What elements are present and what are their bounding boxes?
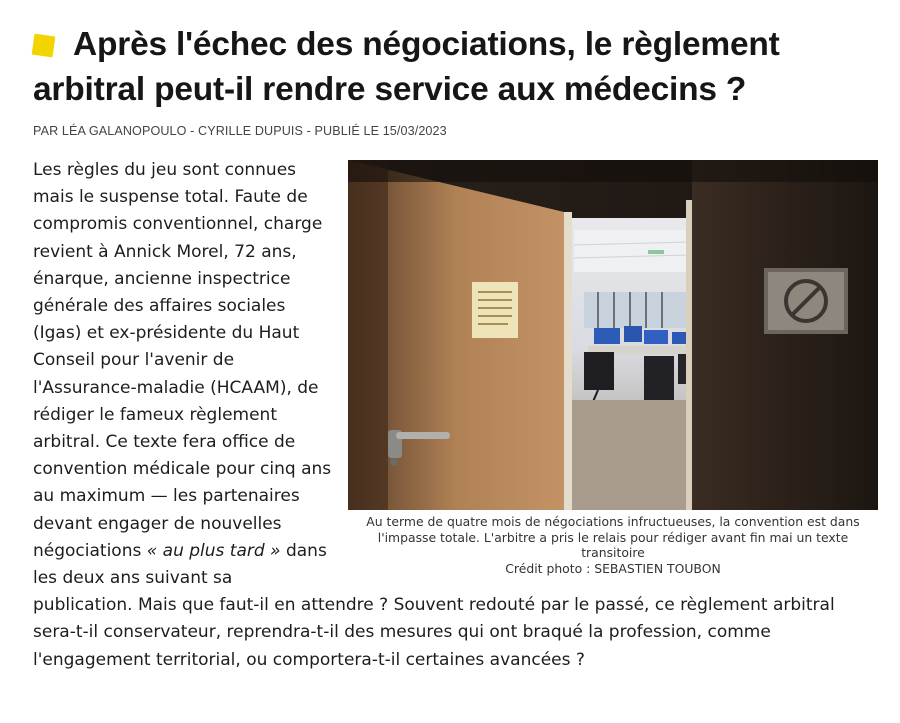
paragraph-text-before-quote: Les règles du jeu sont connues mais le suspense total. Faute de compromis conventionnel, charge revient à Annick Morel, 72 ans, énarque, ancienne inspectrice générale des affaires sociales (Igas) et ex-présidente du Haut Conseil pour l'avenir de l'Assurance-maladie (HCAAM), de rédiger le fameux règlement arbitral. Ce texte fera office de convention médicale pour cinq ans au maximum — les partenaires devant engager de nouvelles négociations	[33, 160, 332, 561]
inline-quote: « au plus tard »	[146, 540, 281, 561]
caption-text: Au terme de quatre mois de négociations infructueuses, la convention est dans l'impasse totale. L'arbitre a pris le relais pour rédiger avant fin mai un texte transitoire	[366, 514, 860, 560]
photo-credit: Crédit photo : SEBASTIEN TOUBON	[505, 560, 721, 576]
figure-caption	[348, 514, 878, 576]
article-body	[33, 157, 878, 674]
yellow-square-icon	[32, 34, 56, 58]
page-title: Après l'échec des négociations, le règlement arbitral peut-il rendre service aux médecins ?	[33, 26, 780, 108]
paragraph-text-after-quote: dans les deux ans suivant sa publication. Mais que faut-il en attendre ? Souvent redouté par le passé, ce règlement arbitral sera-t-il conservateur, reprendra-t-il des mesures qui ont braqué la profession, comme l'engagement territorial, ou comportera-t-il certaines avancées ?	[33, 540, 835, 670]
photo-open-door-meeting-room[interactable]	[348, 160, 878, 510]
article-figure	[348, 160, 878, 576]
byline: PAR LÉA GALANOPOULO - CYRILLE DUPUIS - PUBLIÉ LE 15/03/2023	[33, 124, 447, 138]
title-block	[33, 22, 883, 112]
